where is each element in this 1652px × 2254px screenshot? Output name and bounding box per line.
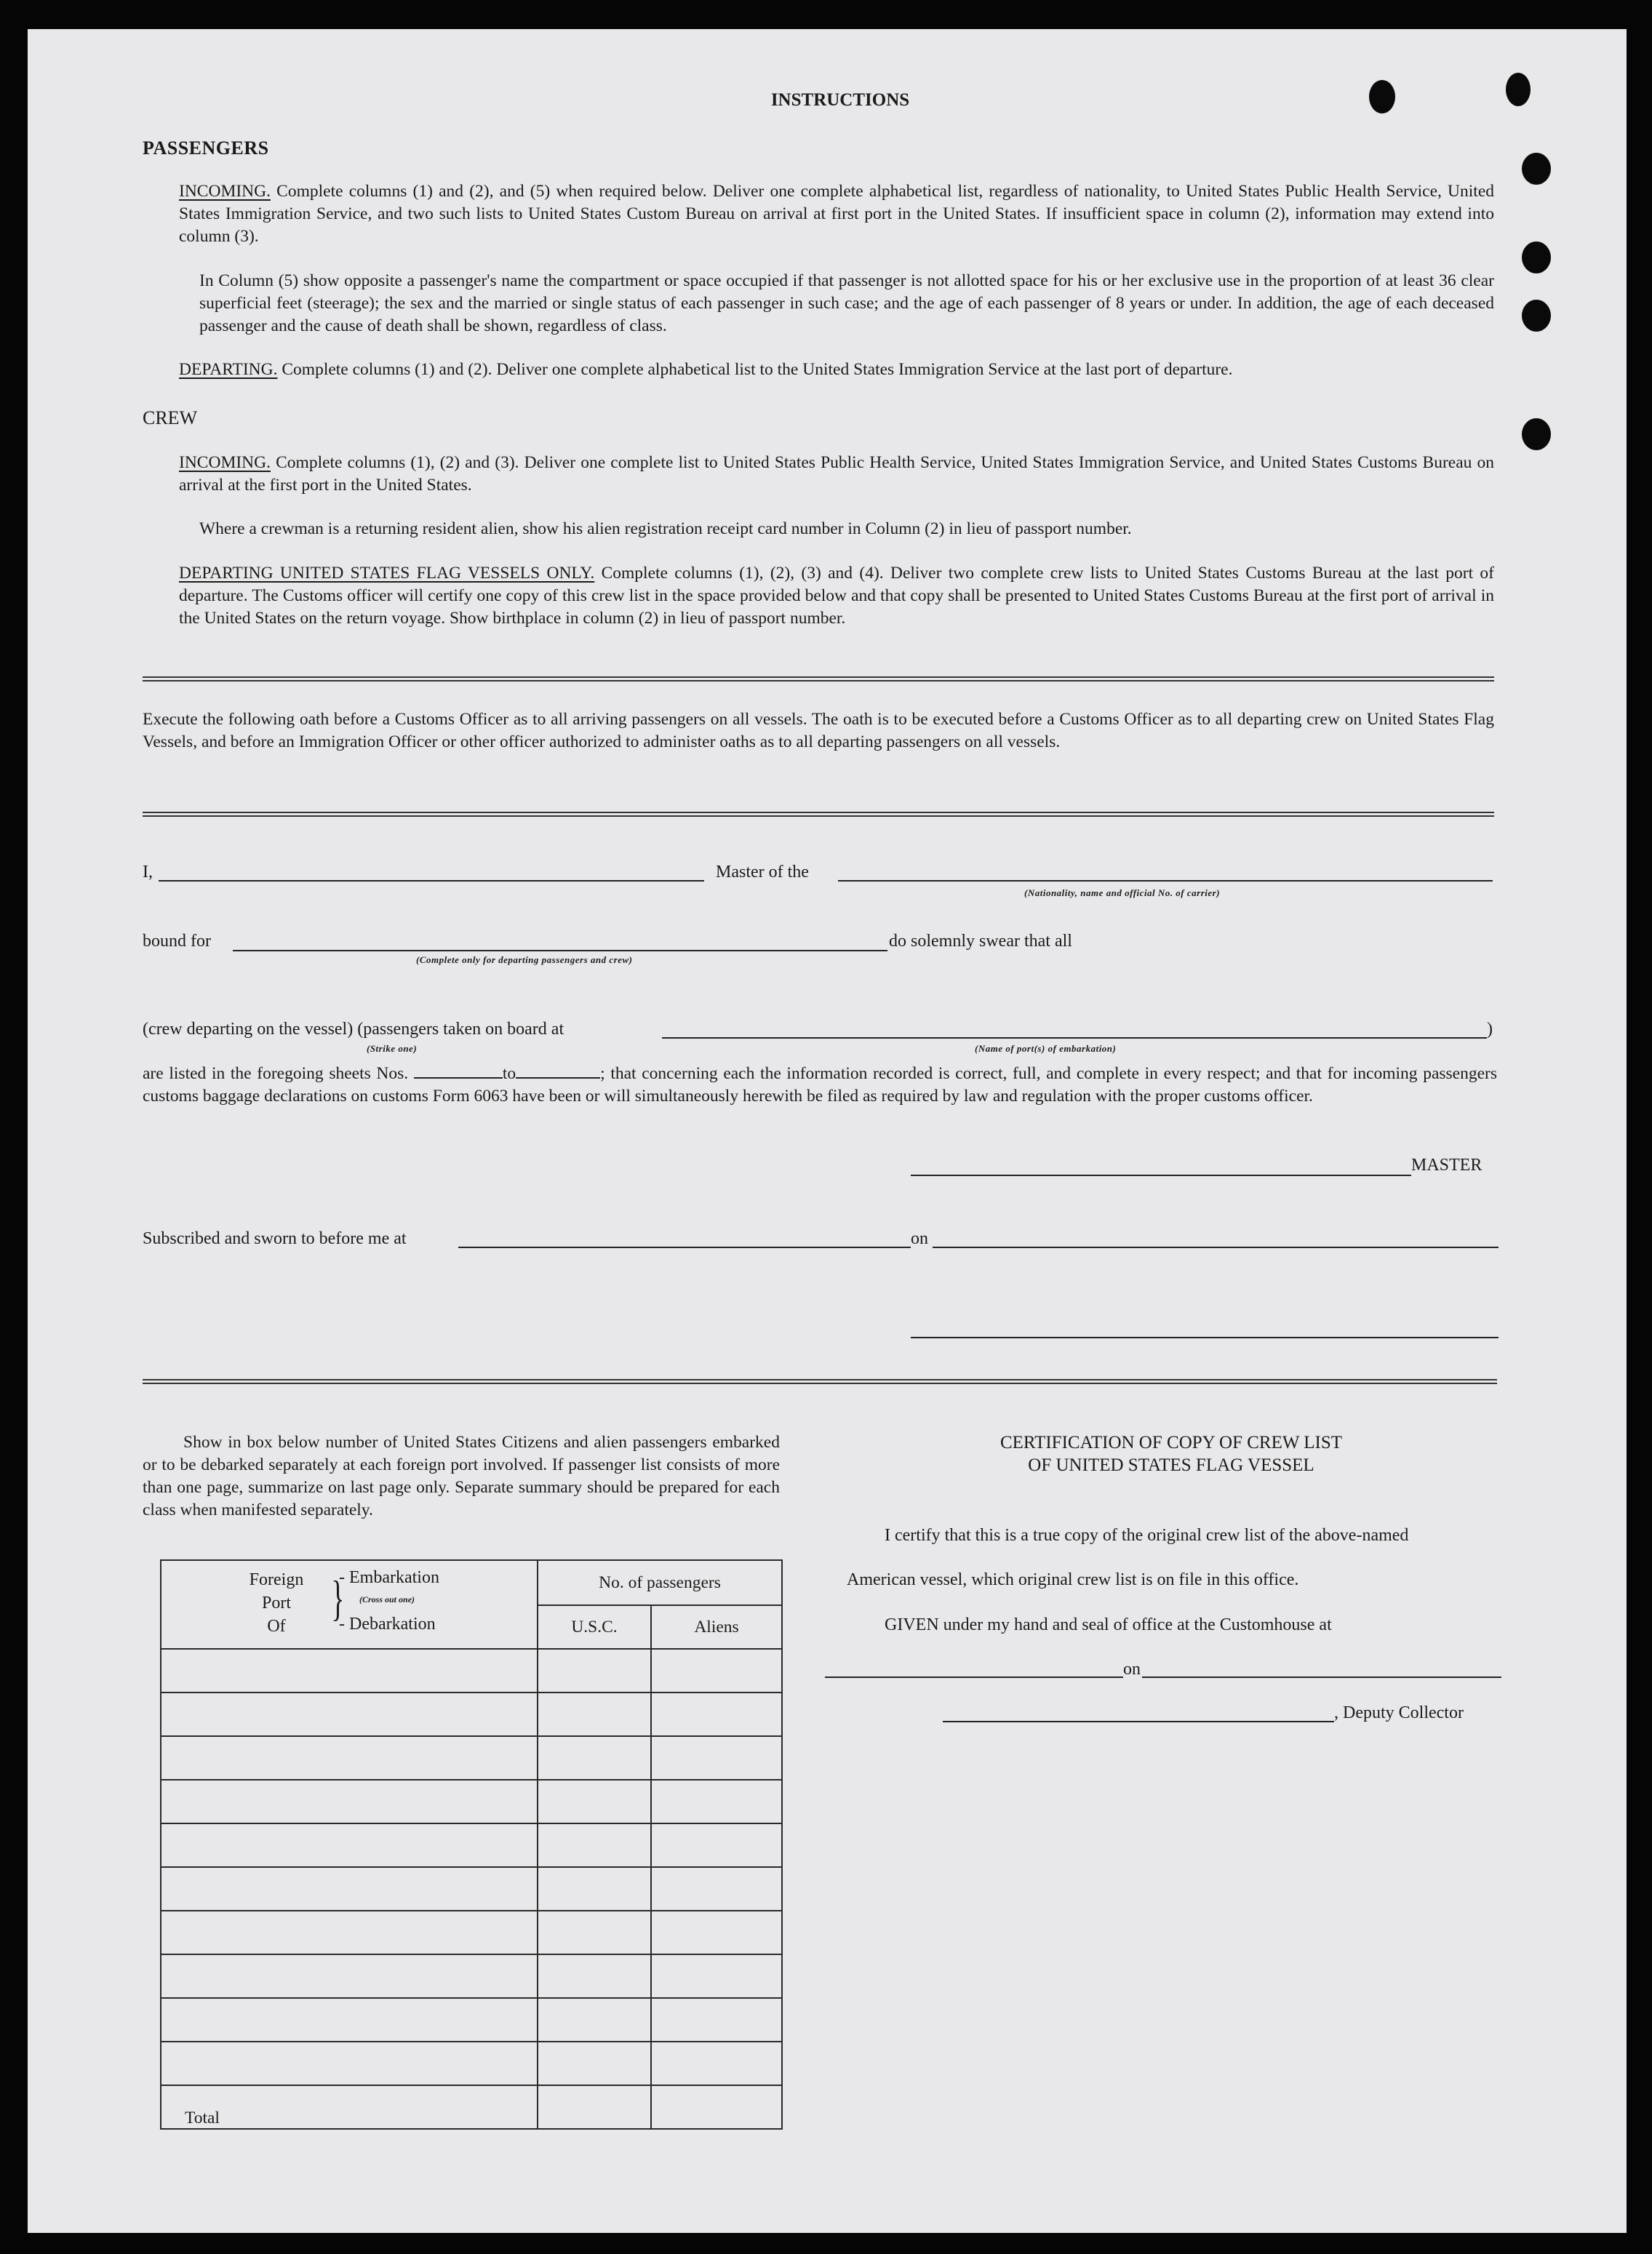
certification-on-label: on [1123, 1660, 1141, 1679]
crew-incoming-label: INCOMING. [179, 453, 271, 472]
subscribed-label: Subscribed and sworn to before me at [143, 1229, 407, 1248]
port-cell[interactable] [161, 1998, 538, 2042]
aliens-cell[interactable] [651, 1823, 782, 1867]
master-of-label: Master of the [716, 863, 809, 882]
aliens-cell[interactable] [651, 1867, 782, 1911]
port-label: Port [261, 1594, 291, 1612]
sheets-to-label: to [502, 1064, 516, 1083]
port-cell[interactable] [161, 1954, 538, 1998]
passengers-departing-label: DEPARTING. [179, 360, 278, 379]
table-row [161, 1823, 782, 1867]
punch-hole [1522, 418, 1551, 450]
aliens-cell[interactable] [651, 1998, 782, 2042]
certification-title [844, 1431, 1499, 1476]
usc-cell[interactable] [538, 1911, 651, 1954]
sheet-from-field[interactable] [414, 1064, 503, 1079]
certification-date-field[interactable] [1142, 1676, 1501, 1678]
usc-cell[interactable] [538, 1998, 651, 2042]
total-aliens-cell[interactable] [651, 2085, 782, 2129]
punch-hole [1369, 80, 1395, 113]
ports-caption: (Name of port(s) of embarkation) [975, 1043, 1117, 1054]
bound-for-field[interactable] [233, 950, 887, 951]
aliens-header: Aliens [651, 1605, 782, 1649]
no-passengers-header: No. of passengers [538, 1560, 782, 1605]
foreign-port-header [161, 1560, 538, 1649]
total-row [161, 2085, 782, 2129]
aliens-cell[interactable] [651, 1780, 782, 1823]
table-row [161, 1954, 782, 1998]
usc-cell[interactable] [538, 2042, 651, 2085]
port-cell[interactable] [161, 1649, 538, 1693]
certification-title-line1: CERTIFICATION OF COPY OF CREW LIST [999, 1433, 1343, 1452]
punch-hole [1522, 153, 1551, 185]
aliens-cell[interactable] [651, 1649, 782, 1693]
crew-departing-text: Complete columns (1), (2), (3) and (4). Deliver two complete crew lists to United States Customs Bureau at the last port of departure. The Customs officer will certify one copy of this crew list in the space provided below and that copy shall be presented to United States Customs Bureau at the first port of arrival in the United States on the return voyage. Show birthplace in column (2) in lieu of passport number. [179, 564, 1495, 628]
swear-label: do solemnly swear that all [889, 932, 1072, 951]
carrier-field[interactable] [838, 880, 1493, 882]
usc-cell[interactable] [538, 1780, 651, 1823]
aliens-cell[interactable] [651, 1911, 782, 1954]
passengers-heading: PASSENGERS [143, 137, 269, 159]
brace-icon: } [331, 1570, 345, 1626]
passengers-incoming-text: Complete columns (1) and (2), and (5) when required below. Deliver one complete alphabetical list, regardless of nationality, to United States Public Health Service, United States Immigration Service, and two such lists to United States Custom Bureau on arrival at first port in the United States. If insufficient space in column (2), information may extend into column (3). [179, 182, 1495, 246]
usc-cell[interactable] [538, 1736, 651, 1780]
usc-cell[interactable] [538, 1823, 651, 1867]
sheets-paragraph [143, 1063, 1497, 1108]
crew-resident-paragraph: Where a crewman is a returning resident alien, show his alien registration receipt card number in Column (2) in lieu of passport number. [199, 519, 1132, 538]
table-row [161, 1693, 782, 1736]
table-row [161, 2042, 782, 2085]
punch-hole [1522, 241, 1551, 273]
passenger-summary-table [160, 1559, 783, 2130]
aliens-cell[interactable] [651, 2042, 782, 2085]
subscribed-on-label: on [911, 1229, 928, 1248]
deputy-collector-label: , Deputy Collector [1334, 1703, 1464, 1722]
usc-cell[interactable] [538, 1954, 651, 1998]
table-row [161, 1780, 782, 1823]
master-label: MASTER [1411, 1156, 1483, 1175]
usc-header: U.S.C. [538, 1605, 651, 1649]
master-name-field[interactable] [159, 880, 704, 882]
subscribed-place-field[interactable] [458, 1247, 911, 1248]
certification-title-line2: OF UNITED STATES FLAG VESSEL [1028, 1455, 1314, 1475]
page-title: INSTRUCTIONS [770, 90, 910, 110]
foreign-label: Foreign [249, 1570, 304, 1589]
passengers-departing-text: Complete columns (1) and (2). Deliver one complete alphabetical list to the United States Immigration Service at the last port of departure. [282, 360, 1233, 379]
given-text: GIVEN under my hand and seal of office at the Customhouse at [885, 1615, 1332, 1634]
certify-line1: I certify that this is a true copy of the original crew list of the above-named [885, 1526, 1409, 1545]
passengers-incoming-label: INCOMING. [179, 182, 271, 201]
certify-line2: American vessel, which original crew list is on file in this office. [847, 1570, 1299, 1589]
port-cell[interactable] [161, 2042, 538, 2085]
punch-hole [1522, 300, 1551, 332]
debarkation-label: - Debarkation [339, 1615, 436, 1634]
port-cell[interactable] [161, 1823, 538, 1867]
carrier-caption: (Nationality, name and official No. of carrier) [1024, 887, 1221, 898]
master-signature-field[interactable] [911, 1175, 1411, 1176]
total-usc-cell[interactable] [538, 2085, 651, 2129]
crew-incoming-text: Complete columns (1), (2) and (3). Deliver one complete list to United States Public Health Service, United States Immigration Service, and United States Customs Bureau on arrival at the first port in the United States. [179, 453, 1495, 495]
table-row [161, 1998, 782, 2042]
section-divider [143, 676, 1494, 682]
aliens-cell[interactable] [651, 1736, 782, 1780]
aliens-cell[interactable] [651, 1954, 782, 1998]
of-label: Of [267, 1617, 286, 1636]
cross-out-caption: (Cross out one) [359, 1594, 415, 1604]
punch-hole [1506, 73, 1531, 106]
subscribed-date-field[interactable] [933, 1247, 1499, 1248]
sheets-prefix: are listed in the foregoing sheets Nos. [143, 1064, 409, 1083]
usc-cell[interactable] [538, 1649, 651, 1693]
passengers-column5-paragraph: In Column (5) show opposite a passenger's name the compartment or space occupied if that passenger is not allotted space for his or her exclusive use in the proportion of at least 36 clear superficial feet (steerage); the sex and the married or single status of each passenger in such case; and the age of each passenger of 8 years or under. In addition, the age of each deceased passenger and the cause of death shall be shown, regardless of class. [199, 271, 1494, 335]
deputy-collector-signature-field[interactable] [943, 1721, 1334, 1722]
section-divider [143, 812, 1494, 817]
table-row [161, 1649, 782, 1693]
section-divider [143, 1379, 1497, 1384]
port-cell[interactable] [161, 1693, 538, 1736]
usc-cell[interactable] [538, 1867, 651, 1911]
customhouse-field[interactable] [825, 1676, 1123, 1678]
port-cell[interactable] [161, 1911, 538, 1954]
table-header-row [161, 1560, 782, 1605]
table-row [161, 1736, 782, 1780]
port-cell[interactable] [161, 1780, 538, 1823]
port-cell[interactable] [161, 1736, 538, 1780]
embarkation-label: - Embarkation [339, 1568, 439, 1587]
sheet-to-field[interactable] [516, 1064, 600, 1079]
port-cell[interactable] [161, 1867, 538, 1911]
officer-signature-field[interactable] [911, 1337, 1499, 1338]
crew-heading: CREW [143, 407, 198, 428]
passengers-incoming-paragraph [179, 180, 1494, 248]
oath-intro-paragraph: Execute the following oath before a Customs Officer as to all arriving passengers on all vessels. The oath is to be executed before a Customs Officer as to all departing crew on United States Flag Vessels, and before an Immigration Officer or other officer authorized to administer oaths as to all departing passengers on all vessels. [143, 710, 1494, 751]
sheets-text: ; that concerning each the information recorded is correct, full, and complete in every respect; and that for incoming passengers customs baggage declarations on customs Form 6063 have been or will simultaneously herewith be filed as required by law and regulation with the proper customs officer. [143, 1064, 1498, 1106]
crew-departing-label: (crew departing on the vessel) (passengers taken on board at [143, 1020, 564, 1039]
oath-i-label: I, [143, 863, 153, 882]
embarkation-ports-field[interactable] [662, 1037, 1487, 1039]
total-label: Total [161, 2085, 538, 2129]
summary-instructions: Show in box below number of United States Citizens and alien passengers embarked or to be debarked separately at each foreign port involved. If passenger list consists of more than one page, summarize on last page only. Separate summary should be prepared for each class when manifested separately. [143, 1433, 780, 1519]
table-row [161, 1911, 782, 1954]
bound-for-label: bound for [143, 932, 211, 951]
table-row [161, 1867, 782, 1911]
crew-departing-paragraph [179, 562, 1494, 630]
bound-for-caption: (Complete only for departing passengers and crew) [416, 954, 633, 965]
aliens-cell[interactable] [651, 1693, 782, 1736]
crew-incoming-paragraph [179, 452, 1494, 497]
strike-caption: (Strike one) [367, 1043, 418, 1054]
crew-departing-label: DEPARTING UNITED STATES FLAG VESSELS ONLY. [179, 564, 595, 583]
usc-cell[interactable] [538, 1693, 651, 1736]
passengers-departing-paragraph [179, 359, 1494, 381]
close-paren: ) [1487, 1020, 1493, 1039]
